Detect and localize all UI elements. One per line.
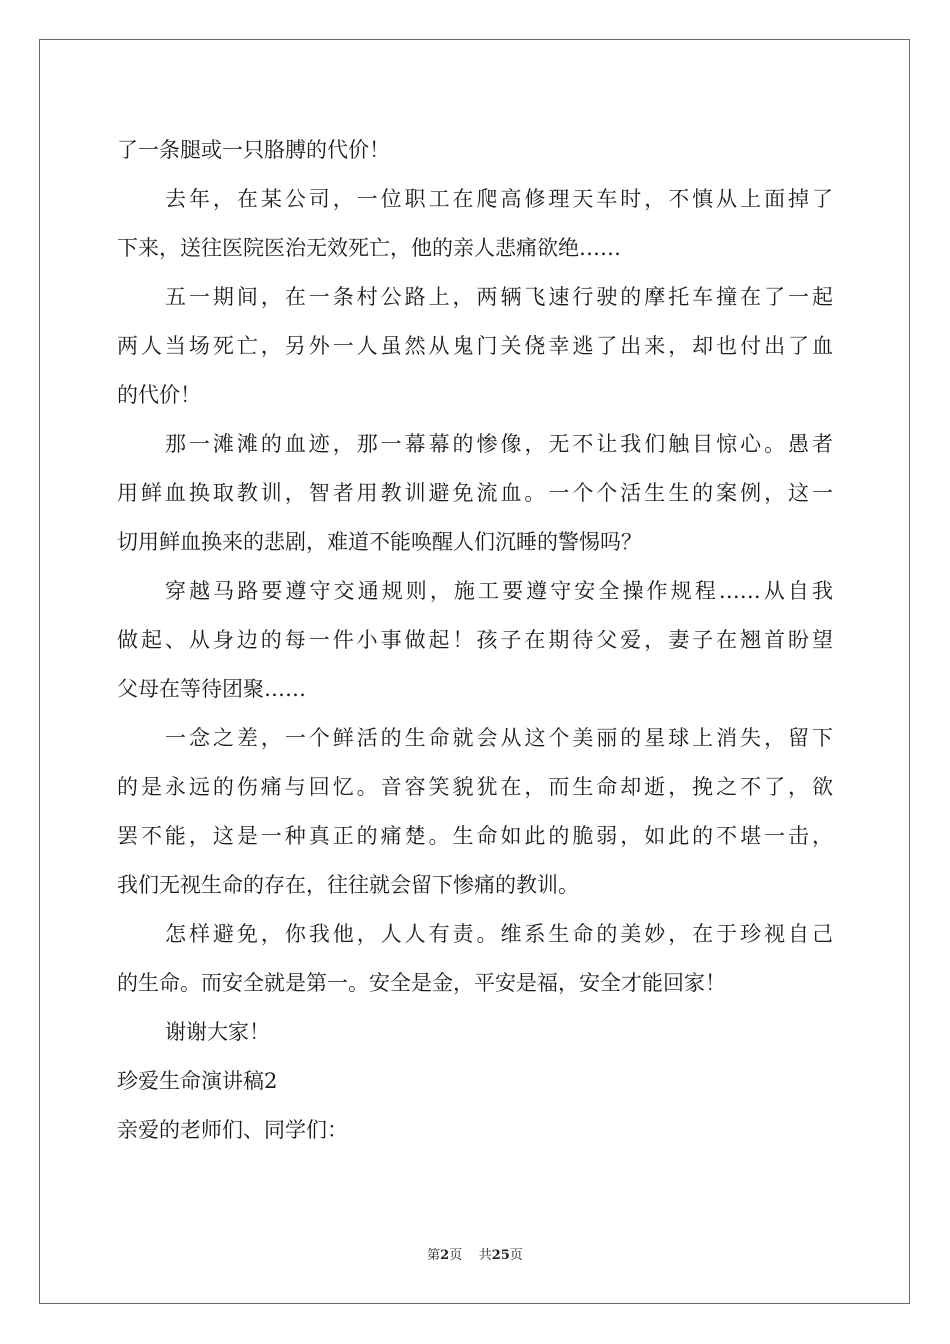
text-line: 两人当场死亡，另外一人虽然从鬼门关侥幸逃了出来，却也付出了血 [117,334,833,358]
text-line: 的是永远的伤痛与回忆。音容笑貌犹在，而生命却逝，挽之不了，欲 [117,775,833,799]
total-pages: 25 [491,1248,510,1263]
text-line: 做起、从身边的每一件小事做起！孩子在期待父爱，妻子在翘首盼望 [117,628,833,652]
text-line: 怎样避免，你我他，人人有责。维系生命的美妙，在于珍视自己 [165,922,833,946]
text-line: 去年，在某公司，一位职工在爬高修理天车时，不慎从上面掉了 [165,187,833,211]
text-line: 了一条腿或一只胳膊的代价！ [117,138,390,162]
page-suffix: 页 [449,1248,463,1263]
text-line: 穿越马路要遵守交通规则，施工要遵守安全操作规程……从自我 [165,579,833,603]
page-prefix: 第 [427,1248,441,1263]
text-line: 用鲜血换取教训，智者用教训避免流血。一个个活生生的案例，这一 [117,481,833,505]
text-line: 切用鲜血换来的悲剧，难道不能唤醒人们沉睡的警惕吗？ [117,530,642,554]
total-suffix: 页 [509,1248,523,1263]
text-line: 的生命。而安全就是第一。安全是金，平安是福，安全才能回家！ [117,971,726,995]
document-body [117,126,833,1155]
section-heading: 珍爱生命演讲稿2 [117,1069,278,1093]
text-line: 一念之差，一个鲜活的生命就会从这个美丽的星球上消失，留下 [165,726,833,750]
total-prefix: 共 [478,1248,492,1263]
page-footer [0,1244,950,1263]
text-line: 父母在等待团聚…… [117,677,306,701]
text-line: 下来，送往医院医治无效死亡，他的亲人悲痛欲绝…… [117,236,621,260]
text-line: 我们无视生命的存在，往往就会留下惨痛的教训。 [117,873,579,897]
text-line: 罢不能，这是一种真正的痛楚。生命如此的脆弱，如此的不堪一击， [117,824,833,848]
text-line: 亲爱的老师们、同学们： [117,1118,348,1142]
text-line: 五一期间，在一条村公路上，两辆飞速行驶的摩托车撞在了一起 [165,285,833,309]
text-line: 的代价！ [117,383,201,407]
page-number: 2 [440,1248,450,1263]
text-line: 那一滩滩的血迹，那一幕幕的惨像，无不让我们触目惊心。愚者 [165,432,833,456]
text-line: 谢谢大家！ [165,1020,270,1044]
